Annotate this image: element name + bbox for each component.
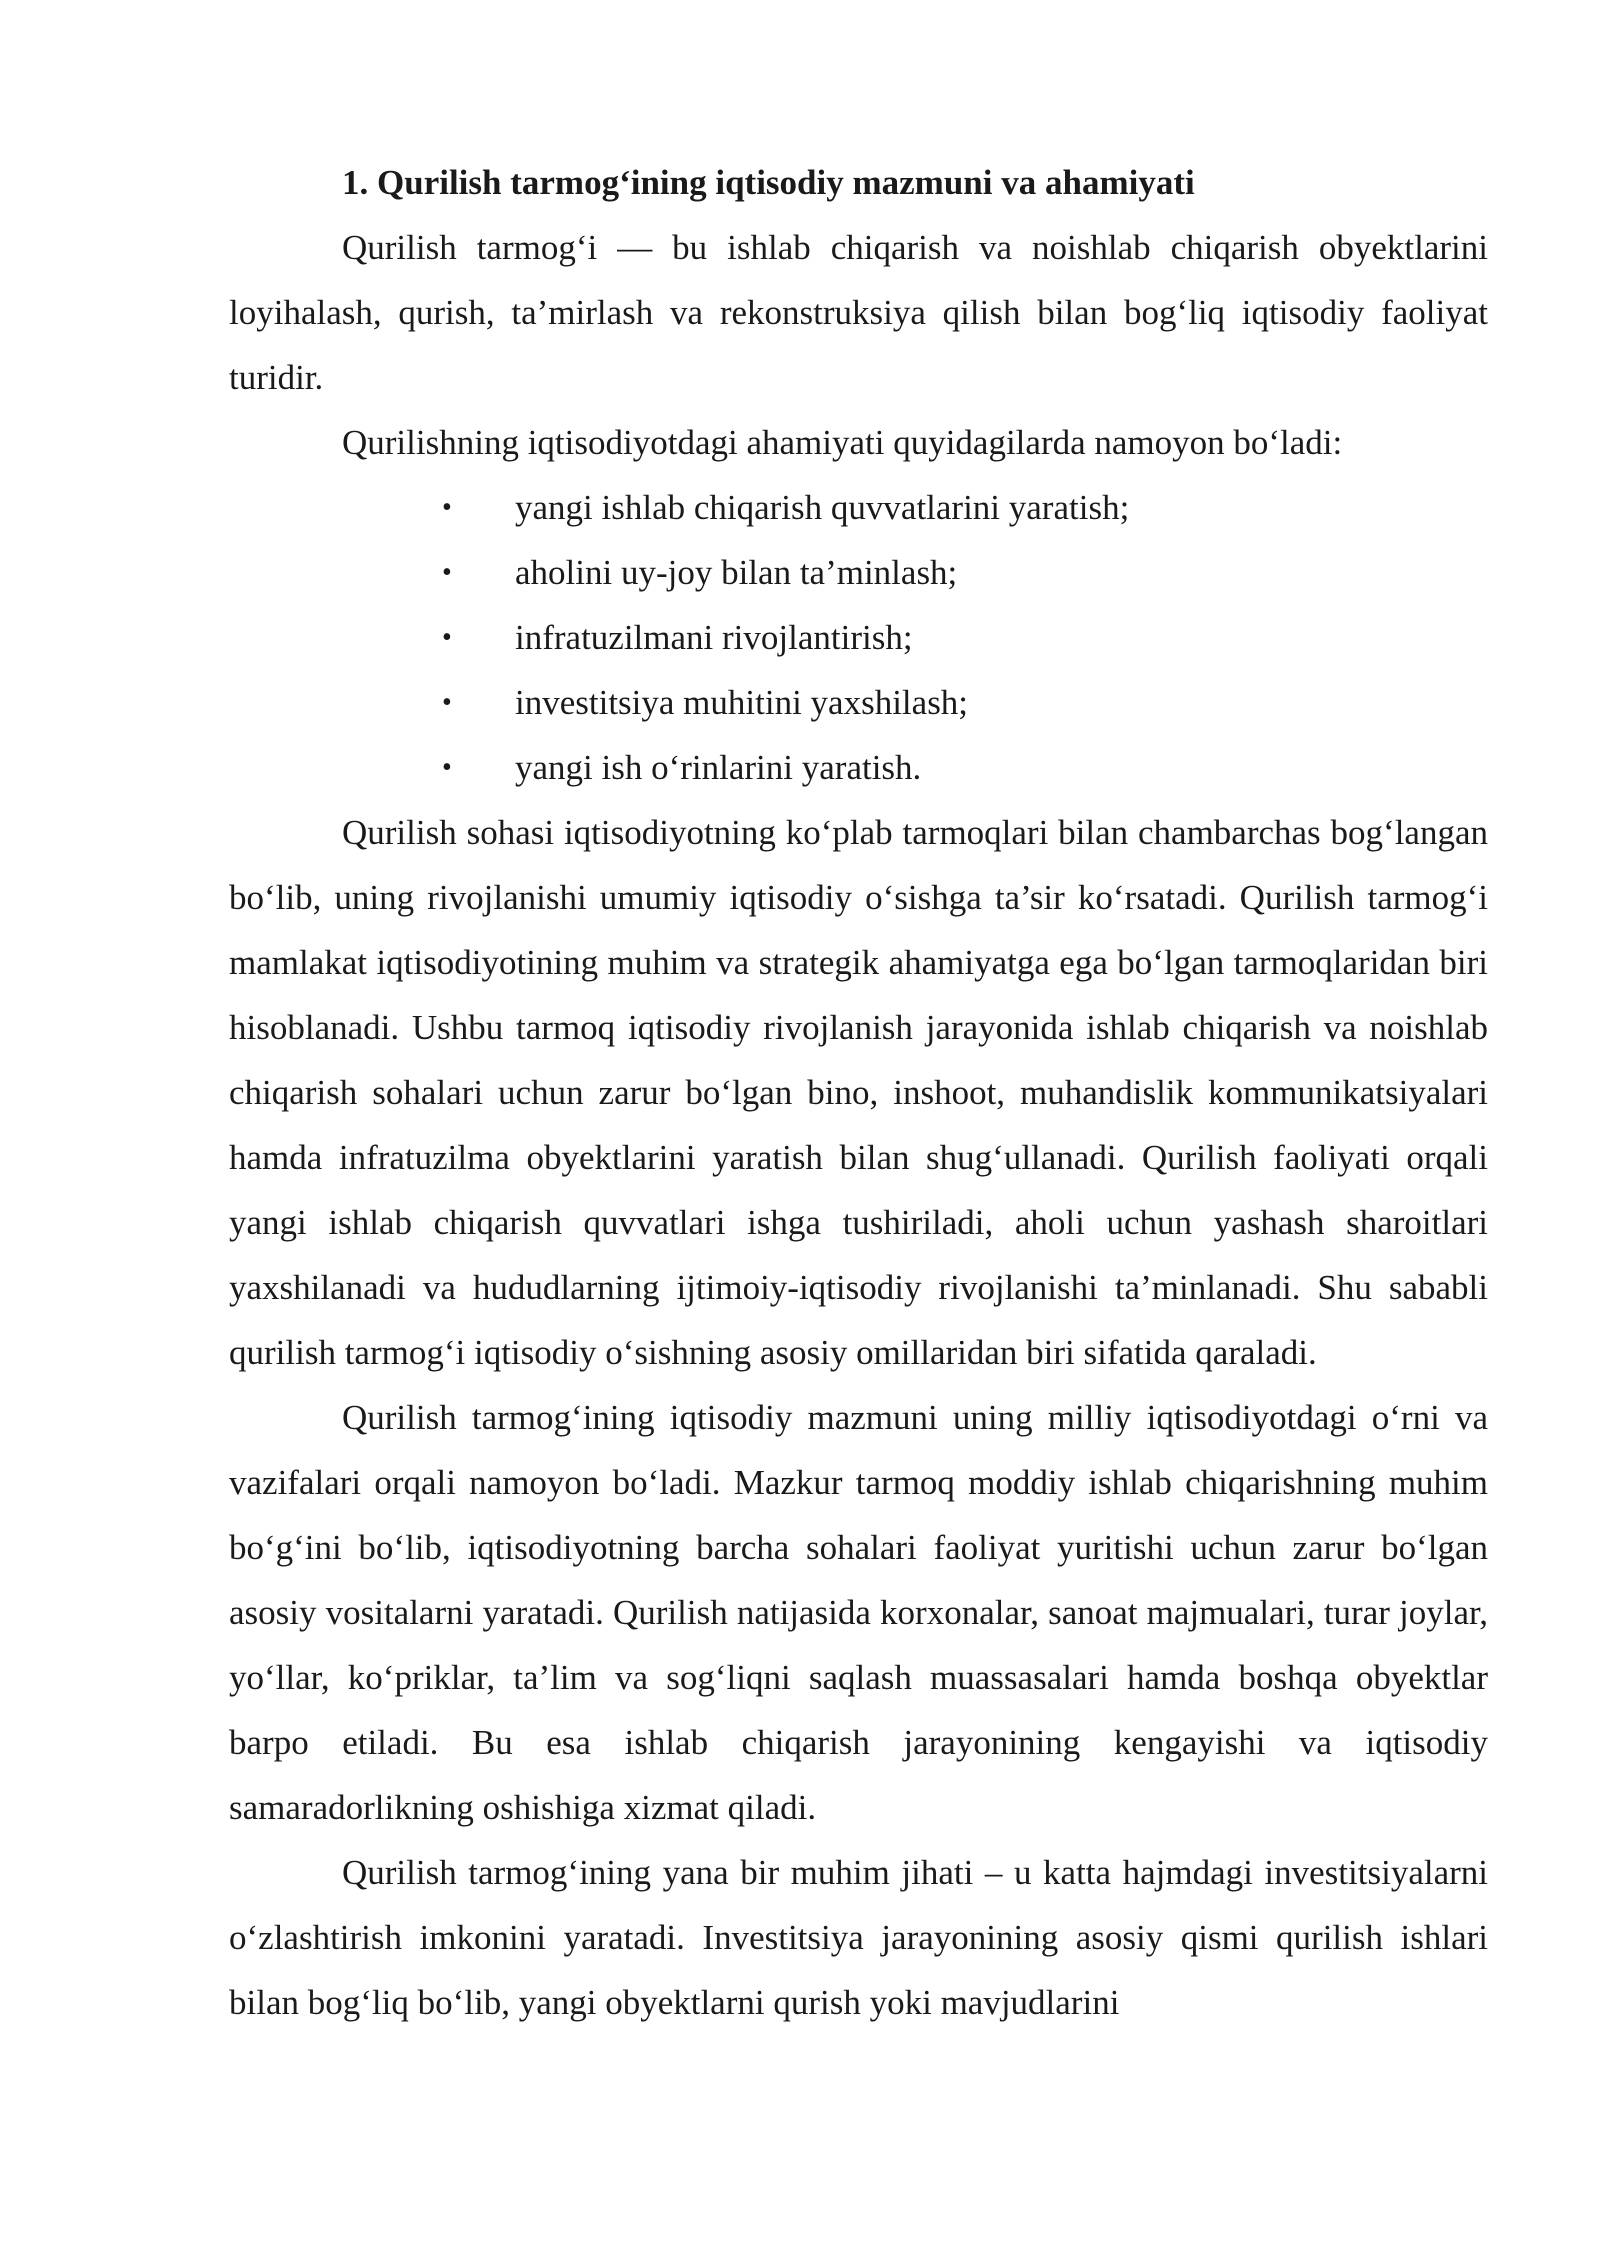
bullet-icon: • bbox=[442, 492, 452, 523]
list-item bbox=[229, 605, 1488, 670]
list-item-text: yangi ish o‘rinlarini yaratish. bbox=[515, 748, 922, 787]
bullet-icon: • bbox=[442, 687, 452, 718]
list-item-text: yangi ishlab chiqarish quvvatlarini yaratish; bbox=[515, 488, 1130, 527]
list-item bbox=[229, 475, 1488, 540]
list-item bbox=[229, 735, 1488, 800]
bullet-icon: • bbox=[442, 557, 452, 588]
list-item-text: aholini uy-joy bilan ta’minlash; bbox=[515, 553, 958, 592]
body-paragraph: Qurilish tarmog‘ining yana bir muhim jihati – u katta hajmdagi investitsiyalarni o‘zlashtirish imkonini yaratadi. Investitsiya jarayonining asosiy qismi qurilish ishlari bilan bog‘liq bo‘lib, yangi obyektlarni qurish yoki mavjudlarini bbox=[229, 1853, 1488, 2022]
list-item-text: infratuzilmani rivojlantirish; bbox=[515, 618, 913, 657]
list-item-text: investitsiya muhitini yaxshilash; bbox=[515, 683, 969, 722]
bullet-icon: • bbox=[442, 752, 452, 783]
document-page bbox=[229, 150, 1488, 2035]
list-item bbox=[229, 540, 1488, 605]
importance-list bbox=[229, 475, 1488, 800]
body-paragraph: Qurilish sohasi iqtisodiyotning ko‘plab tarmoqlari bilan chambarchas bog‘langan bo‘lib, uning rivojlanishi umumiy iqtisodiy o‘sishga ta’sir ko‘rsatadi. Qurilish tarmog‘i mamlakat iqtisodiyotining muhim va strategik ahamiyatga ega bo‘lgan tarmoqlaridan biri hisoblanadi. Ushbu tarmoq iqtisodiy rivojlanish jarayonida ishlab chiqarish va noishlab chiqarish sohalari uchun zarur bo‘lgan bino, inshoot, muhandislik kommunikatsiyalari hamda infratuzilma obyektlarini yaratish bilan shug‘ullanadi. Qurilish faoliyati orqali yangi ishlab chiqarish quvvatlari ishga tushiriladi, aholi uchun yashash sharoitlari yaxshilanadi va hududlarning ijtimoiy-iqtisodiy rivojlanishi ta’minlanadi. Shu sababli qurilish tarmog‘i iqtisodiy o‘sishning asosiy omillaridan biri sifatida qaraladi. bbox=[229, 813, 1488, 1372]
definition-paragraph: Qurilish tarmog‘i — bu ishlab chiqarish va noishlab chiqarish obyektlarini loyihalash, qurish, ta’mirlash va rekonstruksiya qilish bilan bog‘liq iqtisodiy faoliyat turidir. bbox=[229, 228, 1488, 397]
section-heading: 1. Qurilish tarmog‘ining iqtisodiy mazmuni va ahamiyati bbox=[342, 163, 1195, 202]
body-paragraph: Qurilish tarmog‘ining iqtisodiy mazmuni uning milliy iqtisodiyotdagi o‘rni va vazifalari orqali namoyon bo‘ladi. Mazkur tarmoq moddiy ishlab chiqarishning muhim bo‘g‘ini bo‘lib, iqtisodiyotning barcha sohalari faoliyat yuritishi uchun zarur bo‘lgan asosiy vositalarni yaratadi. Qurilish natijasida korxonalar, sanoat majmualari, turar joylar, yo‘llar, ko‘priklar, ta’lim va sog‘liqni saqlash muassasalari hamda boshqa obyektlar barpo etiladi. Bu esa ishlab chiqarish jarayonining kengayishi va iqtisodiy samaradorlikning oshishiga xizmat qiladi. bbox=[229, 1398, 1488, 1827]
bullet-icon: • bbox=[442, 622, 452, 653]
list-item bbox=[229, 670, 1488, 735]
intro-paragraph: Qurilishning iqtisodiyotdagi ahamiyati quyidagilarda namoyon bo‘ladi: bbox=[342, 423, 1343, 462]
